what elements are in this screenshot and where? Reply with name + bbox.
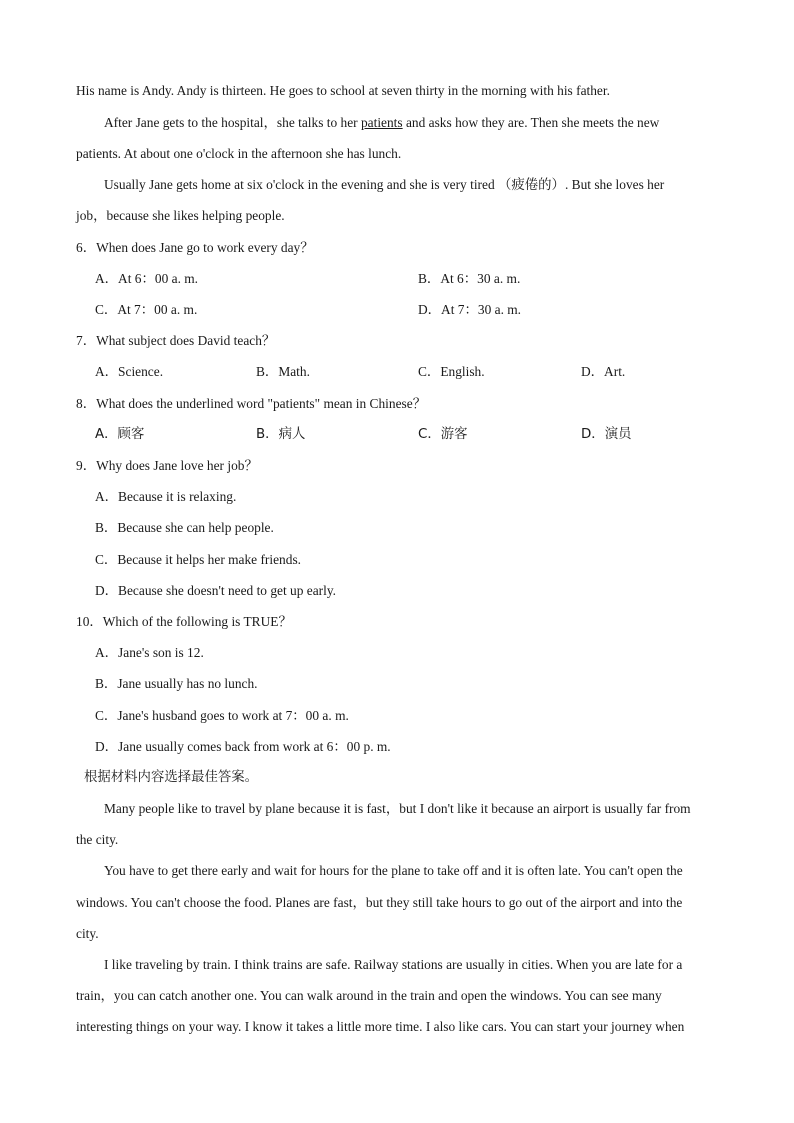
passage-line: patients. At about one o'clock in the afternoon she has lunch.	[76, 146, 402, 161]
section-instruction: 根据材料内容选择最佳答案。	[84, 770, 259, 785]
passage-line: Many people like to travel by plane because it is fast，but I don't like it because an airport is usually far from	[104, 801, 691, 816]
option-d: D．Because she doesn't need to get up early.	[95, 583, 337, 598]
passage-line: interesting things on your way. I know it takes a little more time. I also like cars. You can start your journey when	[76, 1019, 685, 1034]
option-c: C．Because it helps her make friends.	[95, 552, 302, 567]
option-a: A．At 6：00 a. m.	[95, 271, 199, 286]
passage-line: You have to get there early and wait for hours for the plane to take off and it is often late. You can't open the	[104, 863, 683, 878]
option-b: B．Because she can help people.	[95, 520, 274, 535]
passage-line	[104, 114, 659, 132]
question-stem: 6．When does Jane go to work every day？	[76, 240, 314, 255]
option-c: C．English.	[418, 364, 485, 379]
question-stem: 7．What subject does David teach？	[76, 333, 276, 348]
passage-line: job，because she likes helping people.	[76, 208, 285, 223]
option-b: B．病人	[256, 427, 306, 442]
option-d: D．Art.	[581, 364, 626, 379]
passage-line: Usually Jane gets home at six o'clock in the evening and she is very tired （疲倦的）. But she loves her	[104, 177, 665, 192]
option-a: A．Because it is relaxing.	[95, 489, 237, 504]
passage-line: the city.	[76, 832, 119, 847]
option-d: D．演员	[581, 427, 632, 442]
passage-line: train，you can catch another one. You can walk around in the train and open the windows. You can see many	[76, 988, 662, 1003]
passage-text: After Jane gets to the hospital，she talks to her	[104, 115, 361, 130]
passage-line: I like traveling by train. I think trains are safe. Railway stations are usually in cities. When you are late for a	[104, 957, 683, 972]
option-b: B．At 6：30 a. m.	[418, 271, 521, 286]
option-d: D．At 7：30 a. m.	[418, 302, 522, 317]
option-d: D．Jane usually comes back from work at 6：00 p. m.	[95, 739, 391, 754]
option-b: B．Jane usually has no lunch.	[95, 676, 258, 691]
question-stem: 10．Which of the following is TRUE？	[76, 614, 292, 629]
option-b: B．Math.	[256, 364, 310, 379]
question-stem: 9．Why does Jane love her job？	[76, 458, 258, 473]
question-stem: 8．What does the underlined word "patients" mean in Chinese？	[76, 396, 427, 411]
passage-line: windows. You can't choose the food. Planes are fast，but they still take hours to go out of the airport and into the	[76, 895, 683, 910]
passage-line: city.	[76, 926, 99, 941]
option-c: C．Jane's husband goes to work at 7：00 a. m.	[95, 708, 349, 723]
option-a: A．Science.	[95, 364, 164, 379]
option-a: A．Jane's son is 12.	[95, 645, 204, 660]
option-a: A．顾客	[95, 427, 145, 442]
option-c: C．At 7：00 a. m.	[95, 302, 198, 317]
underlined-word-patients: patients	[360, 115, 403, 130]
passage-line: His name is Andy. Andy is thirteen. He goes to school at seven thirty in the morning with his father.	[76, 83, 610, 98]
passage-text: and asks how they are. Then she meets the new	[402, 115, 660, 130]
option-c: C．游客	[418, 427, 468, 442]
